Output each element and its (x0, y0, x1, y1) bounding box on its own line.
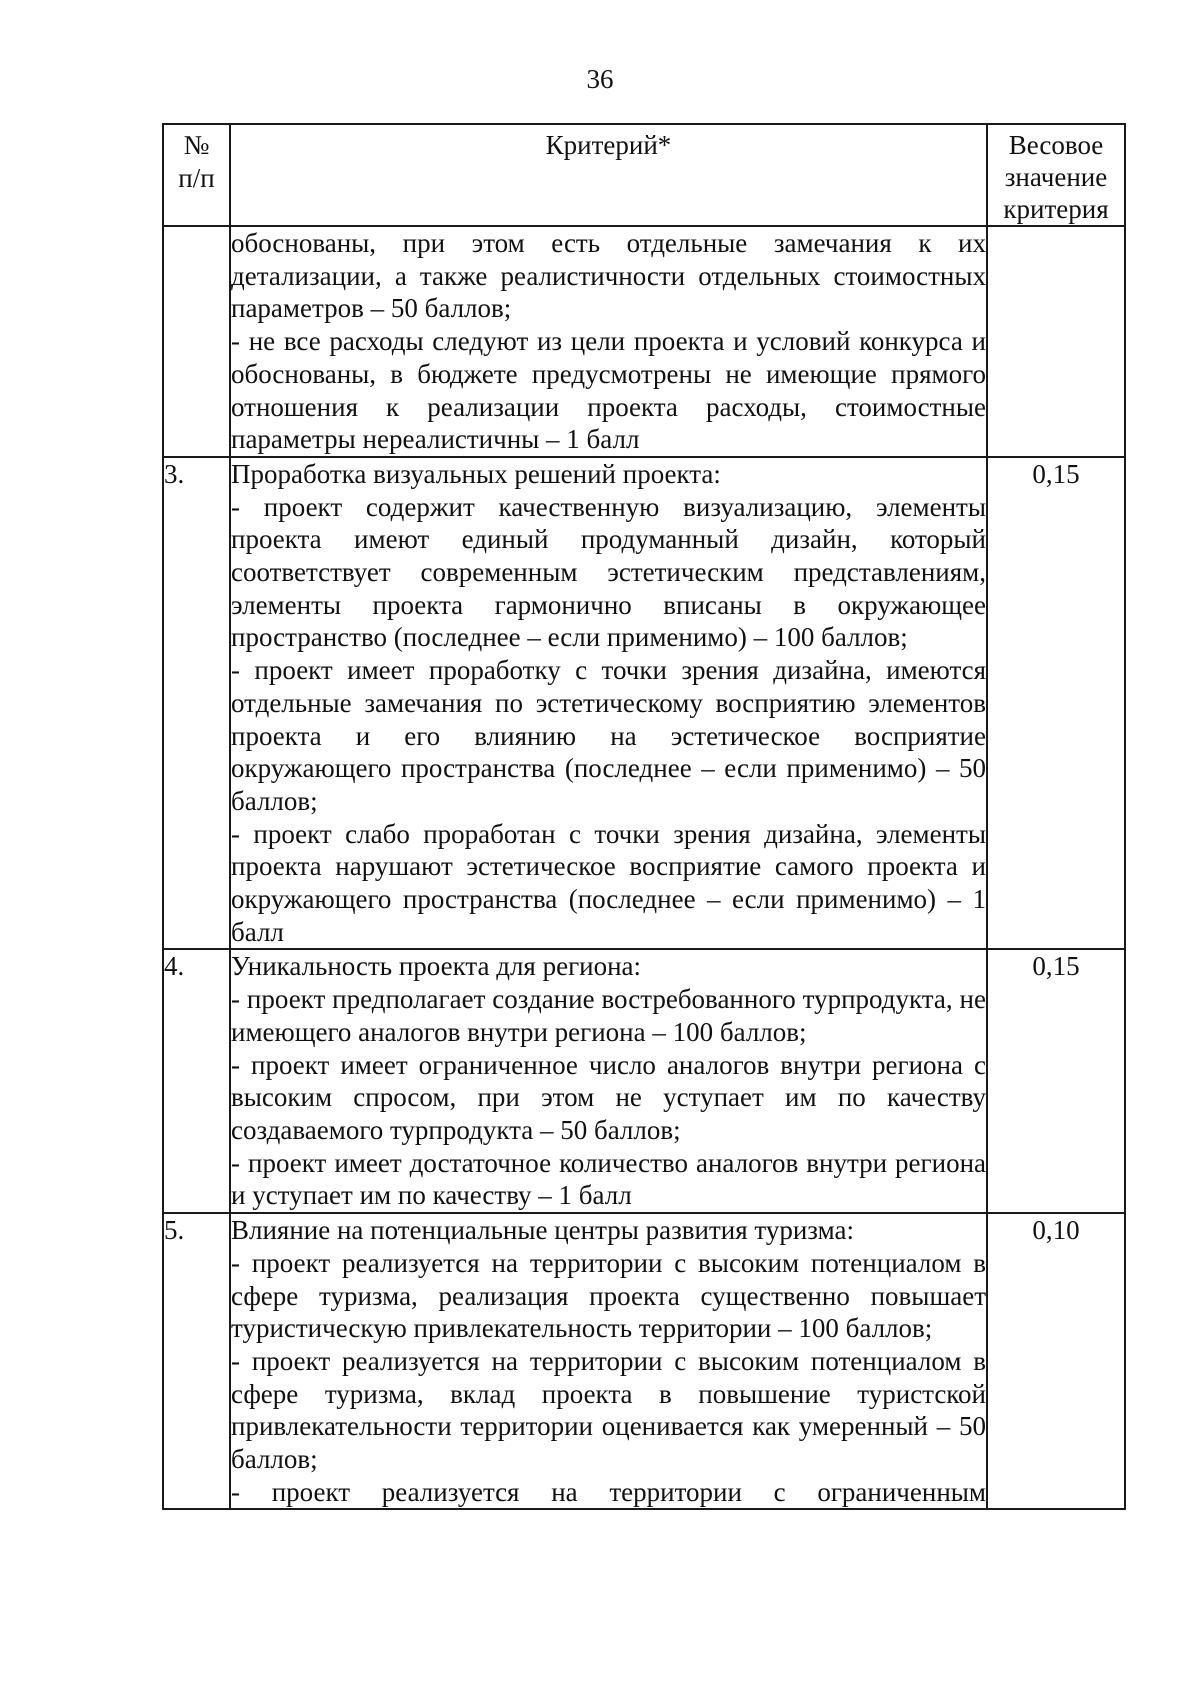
table-row (163, 949, 1125, 1213)
criterion-paragraph: - проект содержит качественную визуализацию, элементы проекта имеют единый продуманный дизайн, который соответствует современным эстетическим представлениям, элементы проекта гармонично вписаны в окружающее пространство (последнее – если применимо) – 100 баллов; (231, 491, 986, 653)
criterion-title: Проработка визуальных решений проекта: (231, 458, 721, 489)
criterion-paragraph: - проект реализуется на территории с высоким потенциалом в сфере туризма, вклад проекта в повышение туристской привлекательности территории оценивается как умеренный – 50 баллов; (231, 1345, 986, 1475)
criterion-paragraph: - проект имеет ограниченное число аналогов внутри региона с высоким спросом, при этом не уступает им по качеству создаваемого турпродукта – 50 баллов; (231, 1049, 986, 1145)
criterion-paragraph: - проект реализуется на территории с ограниченным (231, 1476, 986, 1507)
row-number: 4. (163, 949, 230, 1213)
row-weight: 0,15 (987, 457, 1125, 950)
header-number-line-1: № (183, 130, 210, 160)
criterion-title: Влияние на потенциальные центры развития туризма: (231, 1215, 854, 1246)
criterion-paragraph: - проект имеет проработку с точки зрения дизайна, имеются отдельные замечания по эстетическому восприятию элементов проекта и его влиянию на эстетическое восприятие окружающего пространства (последнее – если применимо) – 50 баллов; (231, 655, 986, 816)
row-criterion (230, 226, 987, 457)
table-row (163, 1213, 1125, 1509)
table-row (163, 226, 1125, 457)
header-weight-line-3: критерия (1003, 194, 1109, 224)
row-number: 5. (163, 1213, 230, 1509)
row-number: 3. (163, 457, 230, 950)
header-number-line-2: п/п (178, 163, 215, 193)
row-weight: 0,15 (987, 949, 1125, 1213)
criterion-paragraph: - проект реализуется на территории с высоким потенциалом в сфере туризма, реализация проекта существенно повышает туристическую привлекательность территории – 100 баллов; (231, 1247, 986, 1344)
criterion-paragraph: - проект предполагает создание востребованного турпродукта, не имеющего аналогов внутри региона – 100 баллов; (231, 984, 986, 1047)
criterion-paragraph: обоснованы, при этом есть отдельные замечания к их детализации, а также реалистичности отдельных стоимостных параметров – 50 баллов; (231, 228, 986, 324)
row-weight: 0,10 (987, 1213, 1125, 1509)
criterion-paragraph: - проект слабо проработан с точки зрения дизайна, элементы проекта нарушают эстетическое восприятие самого проекта и окружающего пространства (последнее – если применимо) – 1 балл (231, 818, 986, 947)
header-criterion: Критерий* (230, 124, 987, 226)
criterion-paragraph: - проект имеет достаточное количество аналогов внутри региона и уступает им по качеству – 1 балл (231, 1147, 986, 1211)
header-weight-line-1: Весовое (1008, 130, 1104, 160)
row-number (163, 226, 230, 457)
row-criterion (230, 949, 987, 1213)
header-weight (987, 124, 1125, 226)
row-criterion (230, 457, 987, 950)
row-weight (987, 226, 1125, 457)
table-header-row (163, 124, 1125, 226)
row-criterion (230, 1213, 987, 1509)
criterion-title: Уникальность проекта для региона: (231, 951, 642, 982)
table-row (163, 457, 1125, 950)
header-number (163, 124, 230, 226)
criteria-table (162, 123, 1126, 1510)
page-number: 36 (586, 64, 614, 94)
criterion-paragraph: - не все расходы следуют из цели проекта и условий конкурса и обоснованы, в бюджете предусмотрены не имеющие прямого отношения к реализации проекта расходы, стоимостные параметры нереалистичны – 1 балл (231, 326, 986, 455)
header-weight-line-2: значение (1004, 162, 1108, 192)
